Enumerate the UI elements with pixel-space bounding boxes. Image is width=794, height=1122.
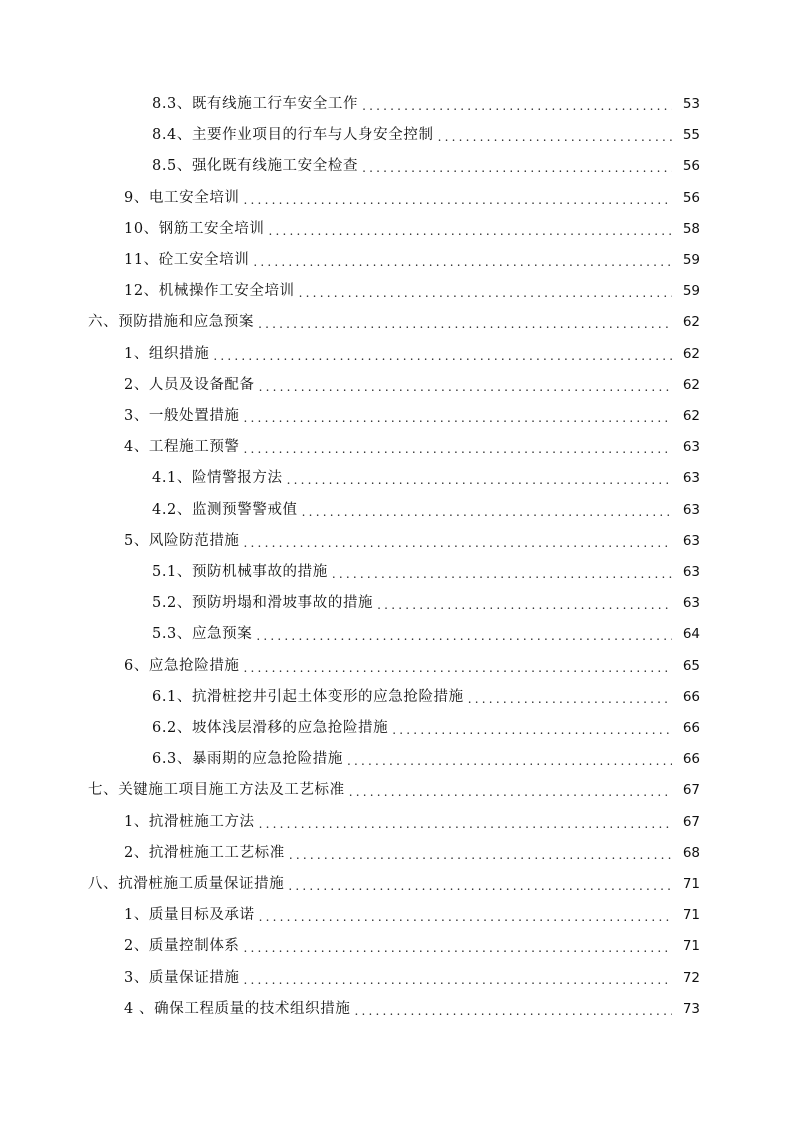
toc-entry-title: 6.1、抗滑桩挖井引起土体变形的应急抢险措施	[152, 688, 464, 705]
toc-entry[interactable]	[152, 499, 700, 521]
toc-entry[interactable]	[152, 623, 700, 645]
toc-leader-dots	[244, 939, 672, 957]
toc-entry-page: 56	[682, 158, 700, 175]
toc-entry-title: 3、质量保证措施	[124, 969, 240, 986]
toc-entry-title: 5、风险防范措施	[124, 532, 240, 549]
toc-entry-page: 66	[682, 688, 700, 705]
toc-entry-page: 71	[682, 938, 700, 955]
toc-entry-title: 12、机械操作工安全培训	[124, 283, 295, 300]
toc-leader-dots	[354, 1002, 672, 1020]
toc-entry[interactable]	[124, 249, 700, 271]
toc-entry-title: 6.3、暴雨期的应急抢险措施	[152, 751, 343, 768]
toc-entry-page: 64	[682, 626, 700, 643]
toc-leader-dots	[258, 315, 672, 333]
toc-entry-title: 3、一般处置措施	[124, 408, 240, 424]
toc-entry[interactable]	[88, 873, 700, 895]
toc-leader-dots	[259, 815, 672, 833]
toc-entry[interactable]	[124, 811, 700, 833]
toc-entry-page: 67	[682, 782, 700, 799]
toc-leader-dots	[332, 565, 672, 583]
toc-entry[interactable]	[152, 93, 700, 115]
toc-entry-page: 62	[682, 376, 700, 393]
toc-entry[interactable]	[124, 280, 700, 302]
toc-entry-title: 2、质量控制体系	[124, 938, 240, 955]
toc-entry-title: 8.3、既有线施工行车安全工作	[152, 96, 359, 112]
toc-entry-page: 59	[682, 252, 700, 268]
toc-entry[interactable]	[124, 343, 700, 365]
toc-leader-dots	[244, 409, 672, 427]
toc-leader-dots	[299, 284, 672, 302]
toc-leader-dots	[392, 721, 672, 739]
toc-entry[interactable]	[152, 717, 700, 739]
toc-entry-page: 62	[682, 408, 700, 424]
toc-entry-page: 63	[682, 501, 700, 518]
toc-leader-dots	[244, 440, 672, 458]
toc-entry-title: 七、关键施工项目施工方法及工艺标准	[88, 782, 345, 799]
toc-leader-dots	[468, 690, 672, 708]
toc-entry[interactable]	[88, 779, 700, 801]
toc-entry-page: 56	[682, 189, 700, 206]
toc-leader-dots	[287, 471, 672, 489]
toc-leader-dots	[213, 347, 672, 365]
toc-leader-dots	[377, 596, 672, 614]
toc-entry[interactable]	[124, 842, 700, 864]
toc-entry-page: 71	[682, 907, 700, 924]
toc-entry-title: 8.4、主要作业项目的行车与人身安全控制	[152, 127, 434, 144]
toc-entry-page: 53	[682, 96, 700, 112]
toc-entry-title: 八、抗滑桩施工质量保证措施	[88, 876, 285, 892]
toc-entry[interactable]	[124, 998, 700, 1020]
toc-entry-title: 6、应急抢险措施	[124, 657, 240, 674]
toc-entry-page: 68	[682, 844, 700, 861]
toc-entry[interactable]	[152, 592, 700, 614]
toc-leader-dots	[253, 253, 672, 271]
toc-entry-title: 六、预防措施和应急预案	[88, 314, 255, 331]
toc-entry[interactable]	[124, 967, 700, 989]
toc-entry-page: 59	[682, 283, 700, 300]
toc-entry[interactable]	[124, 904, 700, 926]
toc-entry[interactable]	[124, 374, 700, 396]
toc-entry[interactable]	[124, 436, 700, 458]
toc-entry[interactable]	[152, 686, 700, 708]
toc-entry-title: 11、砼工安全培训	[124, 252, 250, 268]
toc-entry-page: 73	[682, 1000, 700, 1017]
toc-entry-page: 67	[682, 813, 700, 830]
toc-entry-page: 63	[682, 439, 700, 456]
toc-entry-title: 1、质量目标及承诺	[124, 907, 255, 924]
toc-entry[interactable]	[124, 405, 700, 427]
toc-entry[interactable]	[124, 935, 700, 957]
toc-leader-dots	[289, 846, 672, 864]
toc-entry-title: 4.1、险情警报方法	[152, 470, 283, 487]
toc-entry-title: 4 、确保工程质量的技术组织措施	[124, 1000, 351, 1017]
toc-entry-page: 66	[682, 751, 700, 768]
toc-leader-dots	[347, 752, 672, 770]
toc-entry-page: 71	[682, 876, 700, 892]
toc-entry[interactable]	[152, 467, 700, 489]
toc-entry-title: 4.2、监测预警警戒值	[152, 501, 298, 518]
toc-entry-page: 62	[682, 314, 700, 331]
toc-entry-title: 5.2、预防坍塌和滑坡事故的措施	[152, 595, 374, 612]
toc-leader-dots	[288, 877, 672, 895]
toc-entry-page: 65	[682, 657, 700, 674]
toc-leader-dots	[268, 222, 672, 240]
toc-entry-title: 8.5、强化既有线施工安全检查	[152, 158, 359, 175]
toc-entry-page: 66	[682, 720, 700, 736]
toc-entry-page: 55	[682, 127, 700, 144]
toc-leader-dots	[244, 971, 672, 989]
toc-entry-title: 5.3、应急预案	[152, 626, 253, 643]
toc-entry[interactable]	[152, 561, 700, 583]
toc-entry-title: 2、人员及设备配备	[124, 376, 255, 393]
toc-entry-page: 63	[682, 564, 700, 580]
toc-entry-page: 62	[682, 345, 700, 362]
toc-entry[interactable]	[124, 218, 700, 240]
toc-leader-dots	[302, 503, 672, 521]
toc-leader-dots	[349, 783, 672, 801]
toc-entry-page: 72	[682, 969, 700, 986]
toc-leader-dots	[244, 659, 672, 677]
toc-leader-dots	[244, 534, 672, 552]
toc-entry-title: 1、抗滑桩施工方法	[124, 813, 255, 830]
toc-leader-dots	[259, 908, 672, 926]
toc-entry-title: 1、组织措施	[124, 345, 210, 362]
toc-entry-title: 2、抗滑桩施工工艺标准	[124, 844, 285, 861]
toc-leader-dots	[256, 627, 672, 645]
toc-entry-title: 5.1、预防机械事故的措施	[152, 564, 328, 580]
toc-entry[interactable]	[152, 748, 700, 770]
toc-entry-title: 4、工程施工预警	[124, 439, 240, 456]
toc-entry-page: 58	[682, 220, 700, 237]
toc-entry[interactable]	[152, 155, 700, 177]
toc-entry[interactable]	[88, 311, 700, 333]
toc-leader-dots	[438, 128, 672, 146]
toc-entry-title: 9、电工安全培训	[124, 189, 240, 206]
toc-entry-title: 6.2、坡体浅层滑移的应急抢险措施	[152, 720, 389, 736]
toc-entry-page: 63	[682, 470, 700, 487]
toc-leader-dots	[259, 378, 672, 396]
toc-leader-dots	[244, 191, 672, 209]
toc-entry[interactable]	[152, 124, 700, 146]
toc-leader-dots	[362, 159, 672, 177]
toc-leader-dots	[362, 97, 672, 115]
toc-entry[interactable]	[124, 187, 700, 209]
toc-entry-title: 10、钢筋工安全培训	[124, 220, 265, 237]
toc-entry[interactable]	[124, 655, 700, 677]
toc-entry-page: 63	[682, 532, 700, 549]
toc-entry[interactable]	[124, 530, 700, 552]
toc-entry-page: 63	[682, 595, 700, 612]
